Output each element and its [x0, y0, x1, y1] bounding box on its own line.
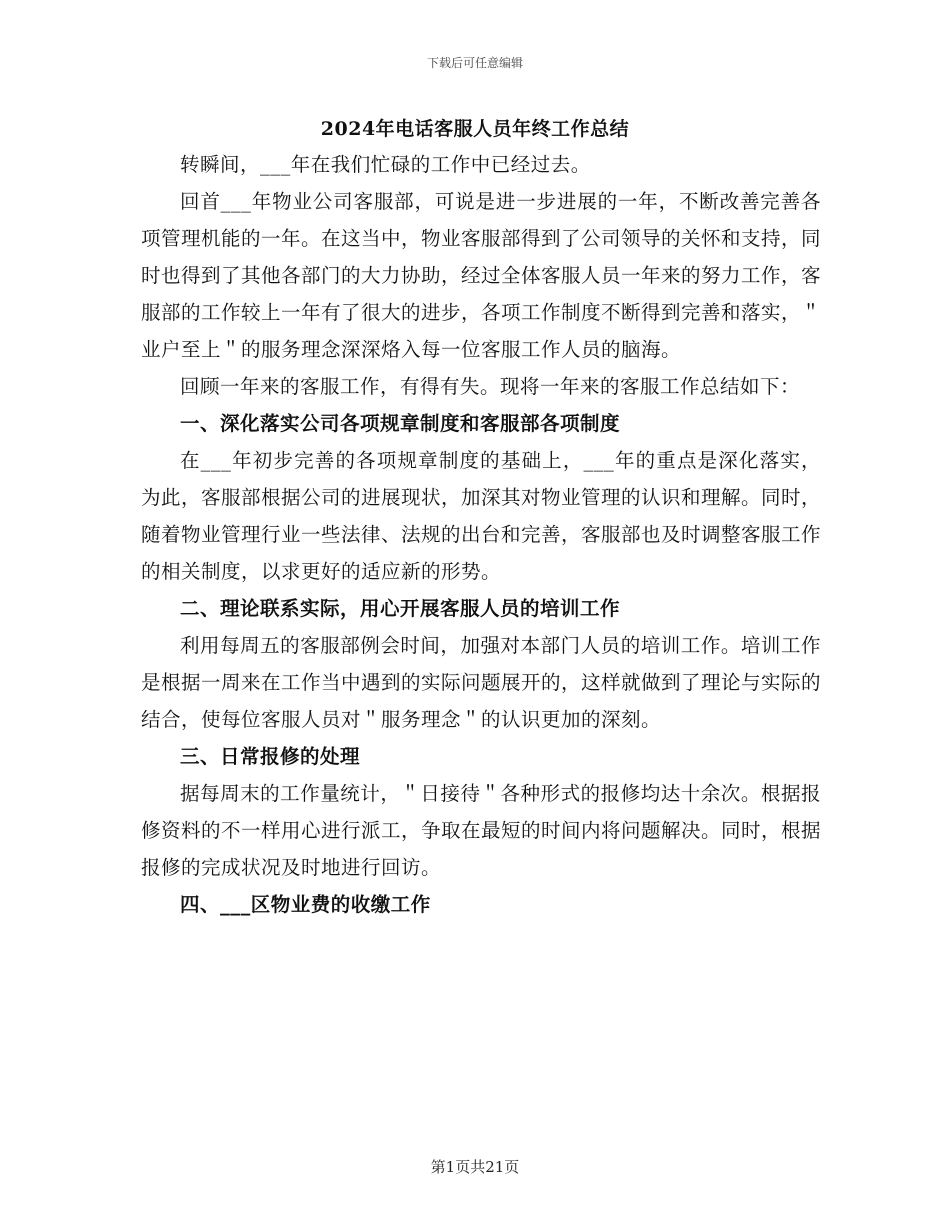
page-number: 第1页共21页: [430, 1158, 520, 1176]
paragraph-section-3: 据每周末的工作量统计，＂日接待＂各种形式的报修均达十余次。根据报修资料的不一样用心进行派工，争取在最短的时间内将问题解决。同时，根据报修的完成状况及时地进行回访。: [141, 782, 822, 879]
paragraph-summary-lead: 回顾一年来的客服工作，有得有失。现将一年来的客服工作总结如下：: [180, 375, 801, 398]
section-heading-1: 一、深化落实公司各项规章制度和客服部各项制度: [180, 412, 621, 435]
paragraph-section-2: 利用每周五的客服部例会时间，加强对本部门人员的培训工作。培训工作是根据一周来在工作当中遇到的实际问题展开的，这样就做到了理论与实际的结合，使每位客服人员对＂服务理念＂的认识更加的深刻。: [141, 634, 822, 731]
section-heading-4: 四、___区物业费的收缴工作: [180, 893, 431, 916]
section-heading-3: 三、日常报修的处理: [180, 745, 361, 768]
document-title: 2024年电话客服人员年终工作总结: [320, 118, 630, 140]
paragraph-intro: 转瞬间，___年在我们忙碌的工作中已经过去。: [180, 153, 591, 176]
header-note: 下载后可任意编辑: [426, 56, 523, 70]
section-heading-2: 二、理论联系实际，用心开展客服人员的培训工作: [180, 597, 621, 620]
paragraph-section-1: 在___年初步完善的各项规章制度的基础上，___年的重点是深化落实，为此，客服部根据公司的进展现状，加深其对物业管理的认识和理解。同时，随着物业管理行业一些法律、法规的出台和完善，客服部也及时调整客服工作的相关制度，以求更好的适应新的形势。: [141, 449, 822, 583]
paragraph-review: 回首___年物业公司客服部，可说是进一步进展的一年，不断改善完善各项管理机能的一年。在这当中，物业客服部得到了公司领导的关怀和支持，同时也得到了其他各部门的大力协助，经过全体客服人员一年来的努力工作，客服部的工作较上一年有了很大的进步，各项工作制度不断得到完善和落实，＂业户至上＂的服务理念深深烙入每一位客服工作人员的脑海。: [141, 190, 822, 361]
document-body: [141, 146, 821, 923]
